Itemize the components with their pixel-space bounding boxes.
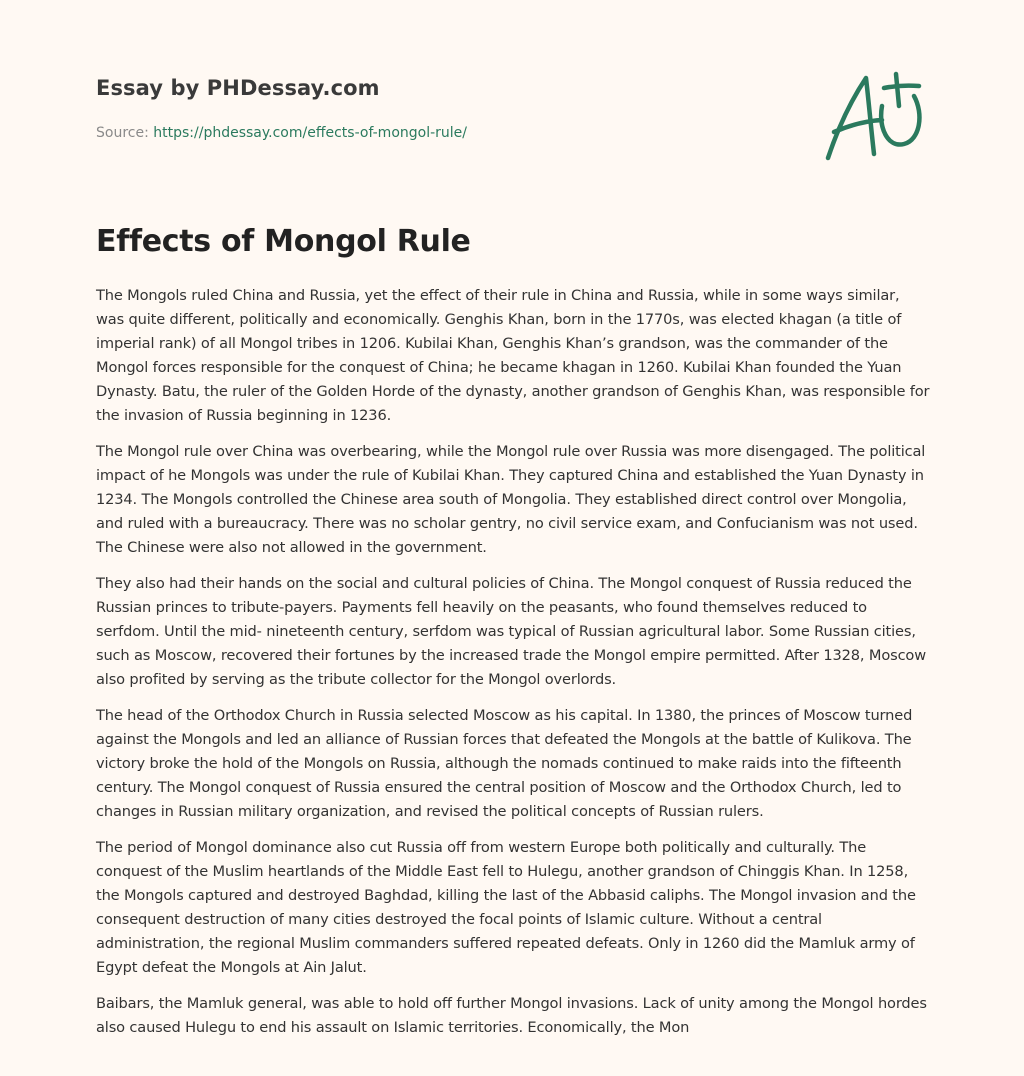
essay-paragraph: The head of the Orthodox Church in Russia selected Moscow as his capital. In 1380, the princes of Moscow turned against the Mongols and led an alliance of Russian forces that defeated the Mongols at the battle of Kulikova. The victory broke the hold of the Mongols on Russia, although the nomads continued to make raids into the fifteenth century. The Mongol conquest of Russia ensured the central position of Moscow and the Orthodox Church, led to changes in Russian military organization, and revised the political concepts of Russian rulers. [96, 707, 913, 820]
a-plus-logo-icon [822, 66, 932, 166]
site-title: Essay by PHDessay.com [96, 76, 380, 100]
essay-paragraph: The Mongols ruled China and Russia, yet the effect of their rule in China and Russia, while in some ways similar, was quite different, politically and economically. Genghis Khan, born in the 1770s, was elected khagan (a title of imperial rank) of all Mongol tribes in 1206. Kubilai Khan, Genghis Khan’s grandson, was the commander of the Mongol forces responsible for the conquest of China; he became khagan in 1260. Kubilai Khan founded the Yuan Dynasty. Batu, the ruler of the Golden Horde of the dynasty, another grandson of Genghis Khan, was responsible for the invasion of Russia beginning in 1236. [96, 287, 930, 424]
page-header [96, 76, 796, 141]
essay-title: Effects of Mongol Rule [96, 224, 471, 259]
essay-paragraph: The Mongol rule over China was overbearing, while the Mongol rule over Russia was more disengaged. The political impact of he Mongols was under the rule of Kubilai Khan. They captured China and established the Yuan Dynasty in 1234. The Mongols controlled the Chinese area south of Mongolia. They established direct control over Mongolia, and ruled with a bureaucracy. There was no scholar gentry, no civil service exam, and Confucianism was not used. The Chinese were also not allowed in the government. [96, 443, 926, 556]
source-line [96, 125, 796, 141]
essay-paragraph: The period of Mongol dominance also cut Russia off from western Europe both politically and culturally. The conquest of the Muslim heartlands of the Middle East fell to Hulegu, another grandson of Chinggis Khan. In 1258, the Mongols captured and destroyed Baghdad, killing the last of the Abbasid caliphs. The Mongol invasion and the consequent destruction of many cities destroyed the focal points of Islamic culture. Without a central administration, the regional Muslim commanders suffered repeated defeats. Only in 1260 did the Mamluk army of Egypt defeat the Mongols at Ain Jalut. [96, 839, 916, 976]
essay-paragraph: Baibars, the Mamluk general, was able to hold off further Mongol invasions. Lack of unity among the Mongol hordes also caused Hulegu to end his assault on Islamic territories. Economically, the Mon [96, 995, 927, 1036]
source-label: Source: [96, 125, 154, 141]
source-link[interactable]: https://phdessay.com/effects-of-mongol-rule/ [153, 125, 467, 141]
essay-body [96, 284, 930, 1052]
essay-paragraph: They also had their hands on the social and cultural policies of China. The Mongol conquest of Russia reduced the Russian princes to tribute-payers. Payments fell heavily on the peasants, who found themselves reduced to serfdom. Until the mid- nineteenth century, serfdom was typical of Russian agricultural labor. Some Russian cities, such as Moscow, recovered their fortunes by the increased trade the Mongol empire permitted. After 1328, Moscow also profited by serving as the tribute collector for the Mongol overlords. [96, 575, 927, 688]
